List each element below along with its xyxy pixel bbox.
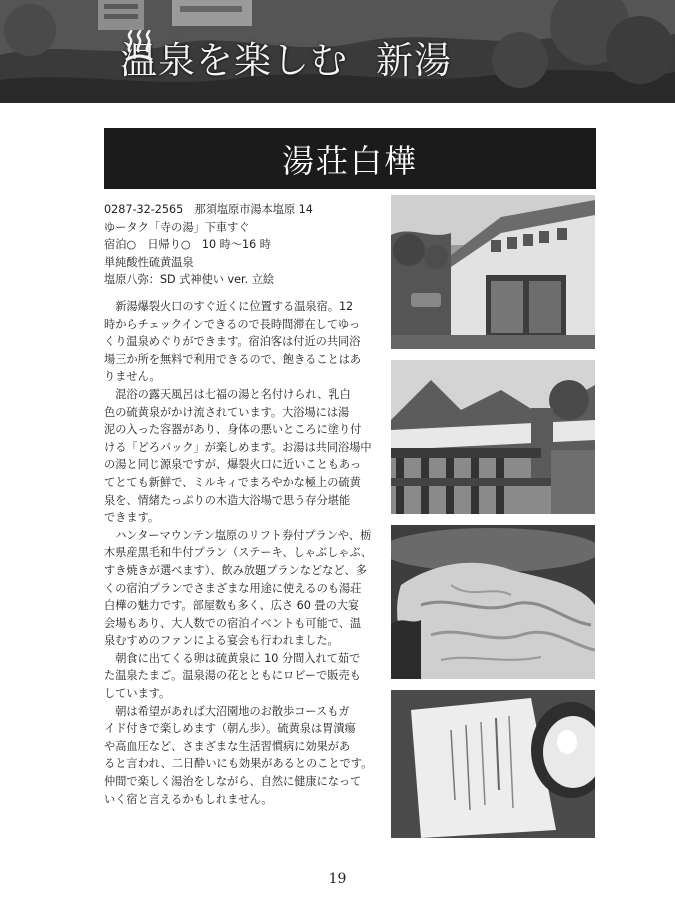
body-line: 朝食に出てくる卵は硫黄泉に 10 分間入れて茹で xyxy=(104,651,361,665)
banner-title xyxy=(120,30,454,84)
body-line: てとても新鮮で、ミルキィでまろやかな極上の硫黄 xyxy=(104,475,361,489)
body-line: できます。 xyxy=(104,511,160,525)
body-line: 場三か所を無料で利用できるので、飽きることはあ xyxy=(104,352,362,366)
page-number: 19 xyxy=(328,871,347,887)
info-block xyxy=(104,201,380,289)
info-phone-address: 0287-32-2565 那須塩原市湯本塩原 14 xyxy=(104,203,313,216)
body-line: 色の硫黄泉がかけ流されています。大浴場には湯 xyxy=(104,405,350,419)
body-line: た温泉たまご。温泉湯の花とともにロビーで販売も xyxy=(104,669,361,683)
info-spring-type: 単純酸性硫黄温泉 xyxy=(104,255,194,269)
body-line: いく宿と言えるかもしれません。 xyxy=(104,792,273,806)
body-line: りません。 xyxy=(104,370,161,384)
body-line: しています。 xyxy=(104,687,171,701)
article-body xyxy=(104,298,375,808)
photo-wagyu-beef xyxy=(391,525,595,679)
inn-name: 湯荘白樺 xyxy=(281,141,418,180)
photo-outdoor-bath xyxy=(391,360,595,514)
body-line: 新湯爆裂火口のすぐ近くに位置する温泉宿。12 xyxy=(104,300,354,313)
body-line: や高血圧など、さまざまな生活習慣病に効果があ xyxy=(104,739,351,753)
info-access: ゆータク「寺の湯」下車すぐ xyxy=(104,220,250,234)
banner-title-area: 新湯 xyxy=(376,39,452,82)
info-character: 塩原八弥：SD 式神使い ver. 立絵 xyxy=(104,273,275,287)
body-line: 仲間で楽しく湯治をしながら、自然に健康になって xyxy=(104,775,362,789)
body-line: 会場もあり、大人数での宿泊イベントも可能で、温 xyxy=(104,616,362,630)
body-line: ける「どろパック」が楽しめます。お湯は共同浴場中 xyxy=(104,440,372,454)
body-line: 泉むすめのファンによる宴会も行われました。 xyxy=(104,634,339,648)
body-line: 木県産黒毛和牛付プラン（ステーキ、しゃぶしゃぶ、 xyxy=(104,546,373,560)
body-line: 白樺の魅力です。部屋数も多く、広さ 60 畳の大宴 xyxy=(104,599,360,613)
inn-name-bar xyxy=(104,128,596,189)
body-line: ハンターマウンテン塩原のリフト券付プランや、栃 xyxy=(104,528,372,542)
body-line: 泥の入った容器があり、身体の悪いところに塗り付 xyxy=(104,423,362,437)
photo-inn-exterior xyxy=(391,195,595,349)
photo-onsen-egg xyxy=(391,690,595,838)
header-banner xyxy=(0,0,675,103)
body-line: ると言われ、二日酔いにも効果があるとのことです。 xyxy=(104,757,373,771)
body-line: 泉を、情緒たっぷりの木造大浴場で思う存分堪能 xyxy=(104,493,351,507)
body-line: 混浴の露天風呂は七福の湯と名付けられ、乳白 xyxy=(104,387,351,401)
body-line: くの宿泊プランでさまざまな用途に使えるのも湯荘 xyxy=(104,581,362,595)
body-line: すき焼きが選べます）、飲み放題プランなどなど、多 xyxy=(104,563,367,577)
body-line: の湯と同じ源泉ですが、爆裂火口に近いこともあっ xyxy=(104,458,362,472)
banner-title-main: 温泉を楽しむ xyxy=(120,39,348,82)
body-line: くり温泉めぐりができます。宿泊客は付近の共同浴 xyxy=(104,335,361,349)
body-line: 朝は希望があれば大沼園地のお散歩コースもガ xyxy=(104,704,350,718)
info-hours: 宿泊○ 日帰り○ 10 時〜16 時 xyxy=(104,238,271,252)
body-line: イド付きで楽しめます（朝ん歩）。硫黄泉は胃潰瘍 xyxy=(104,722,356,736)
body-line: 時からチェックインできるので長時間滞在してゆっ xyxy=(104,317,361,331)
